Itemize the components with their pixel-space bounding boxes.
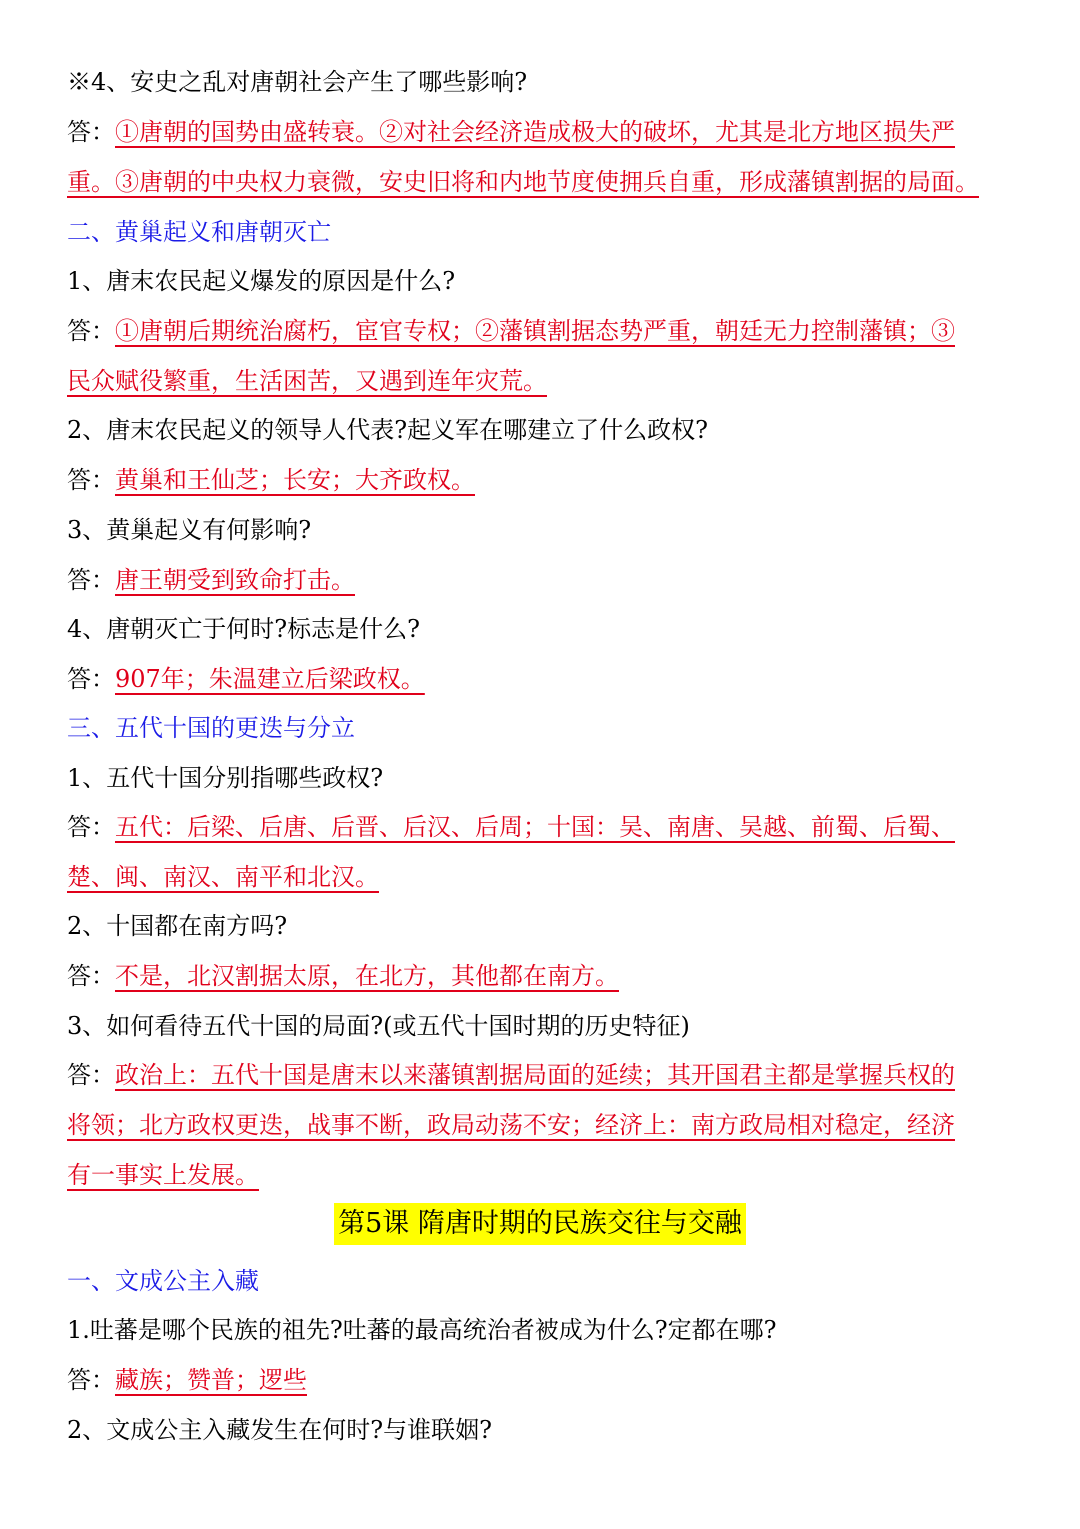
lesson-title-row (0, 1203, 1080, 1251)
answer-text: 黄巢和王仙芝；长安；大齐政权。 (115, 466, 475, 494)
answer-prefix: 答： (67, 317, 115, 345)
answer-text: 唐王朝受到致命打击。 (115, 566, 355, 594)
question-text: 1.吐蕃是哪个民族的祖先?吐蕃的最高统治者被成为什么?定都在哪? (67, 1316, 777, 1344)
question-text: ※4、安史之乱对唐朝社会产生了哪些影响? (67, 68, 528, 96)
question-text: 3、如何看待五代十国的局面?(或五代十国时期的历史特征) (67, 1012, 690, 1040)
answer-text: 将领；北方政权更迭，战事不断，政局动荡不安；经济上：南方政局相对稳定，经济 (67, 1111, 955, 1139)
answer-prefix: 答： (67, 665, 115, 693)
answer-line (67, 157, 1040, 207)
answer-line (67, 951, 1040, 1001)
answer-line (67, 455, 1040, 505)
question-text: 1、唐末农民起义爆发的原因是什么? (67, 267, 456, 295)
answer-line (67, 107, 1040, 157)
answer-line (67, 654, 1040, 704)
answer-line (67, 356, 1040, 406)
section-heading: 一、文成公主入藏 (67, 1267, 259, 1295)
answer-prefix: 答： (67, 962, 115, 990)
answer-line (67, 306, 1040, 356)
question-text: 1、五代十国分别指哪些政权? (67, 764, 384, 792)
answer-prefix: 答： (67, 466, 115, 494)
answer-text: 五代：后梁、后唐、后晋、后汉、后周；十国：吴、南唐、吴越、前蜀、后蜀、 (115, 813, 955, 841)
answer-text: ①唐朝后期统治腐朽，宦官专权；②藩镇割据态势严重，朝廷无力控制藩镇；③ (115, 317, 955, 345)
answer-text: 不是，北汉割据太原，在北方，其他都在南方。 (115, 962, 619, 990)
question-text: 2、十国都在南方吗? (67, 912, 288, 940)
question-text: 2、文成公主入藏发生在何时?与谁联姻? (67, 1416, 493, 1444)
answer-prefix: 答： (67, 1366, 115, 1394)
answer-line (67, 1050, 1040, 1100)
answer-text: 政治上：五代十国是唐末以来藩镇割据局面的延续；其开国君主都是掌握兵权的 (115, 1061, 955, 1089)
answer-text: 藏族；赞普；逻些 (115, 1366, 307, 1394)
question-text: 4、唐朝灭亡于何时?标志是什么? (67, 615, 421, 643)
answer-line (67, 852, 1040, 902)
answer-line (67, 802, 1040, 852)
answer-line (67, 555, 1040, 605)
answer-prefix: 答： (67, 118, 115, 146)
answer-prefix: 答： (67, 1061, 115, 1089)
answer-line (67, 1150, 1040, 1200)
section-heading: 三、五代十国的更迭与分立 (67, 714, 355, 742)
answer-text: ①唐朝的国势由盛转衰。②对社会经济造成极大的破坏，尤其是北方地区损失严 (115, 118, 955, 146)
answer-text: 907年；朱温建立后梁政权。 (115, 665, 425, 693)
section-heading: 二、黄巢起义和唐朝灭亡 (67, 218, 331, 246)
answer-text: 有一事实上发展。 (67, 1161, 259, 1189)
answer-text: 民众赋役繁重，生活困苦，又遇到连年灾荒。 (67, 367, 547, 395)
answer-line (67, 1100, 1040, 1150)
answer-line (67, 1355, 1040, 1405)
answer-prefix: 答： (67, 813, 115, 841)
answer-prefix: 答： (67, 566, 115, 594)
answer-text: 楚、闽、南汉、南平和北汉。 (67, 863, 379, 891)
answer-text: 重。③唐朝的中央权力衰微，安史旧将和内地节度使拥兵自重，形成藩镇割据的局面。 (67, 168, 979, 196)
question-text: 3、黄巢起义有何影响? (67, 516, 312, 544)
question-text: 2、唐末农民起义的领导人代表?起义军在哪建立了什么政权? (67, 416, 709, 444)
lesson-title: 第5课 隋唐时期的民族交往与交融 (334, 1203, 746, 1245)
